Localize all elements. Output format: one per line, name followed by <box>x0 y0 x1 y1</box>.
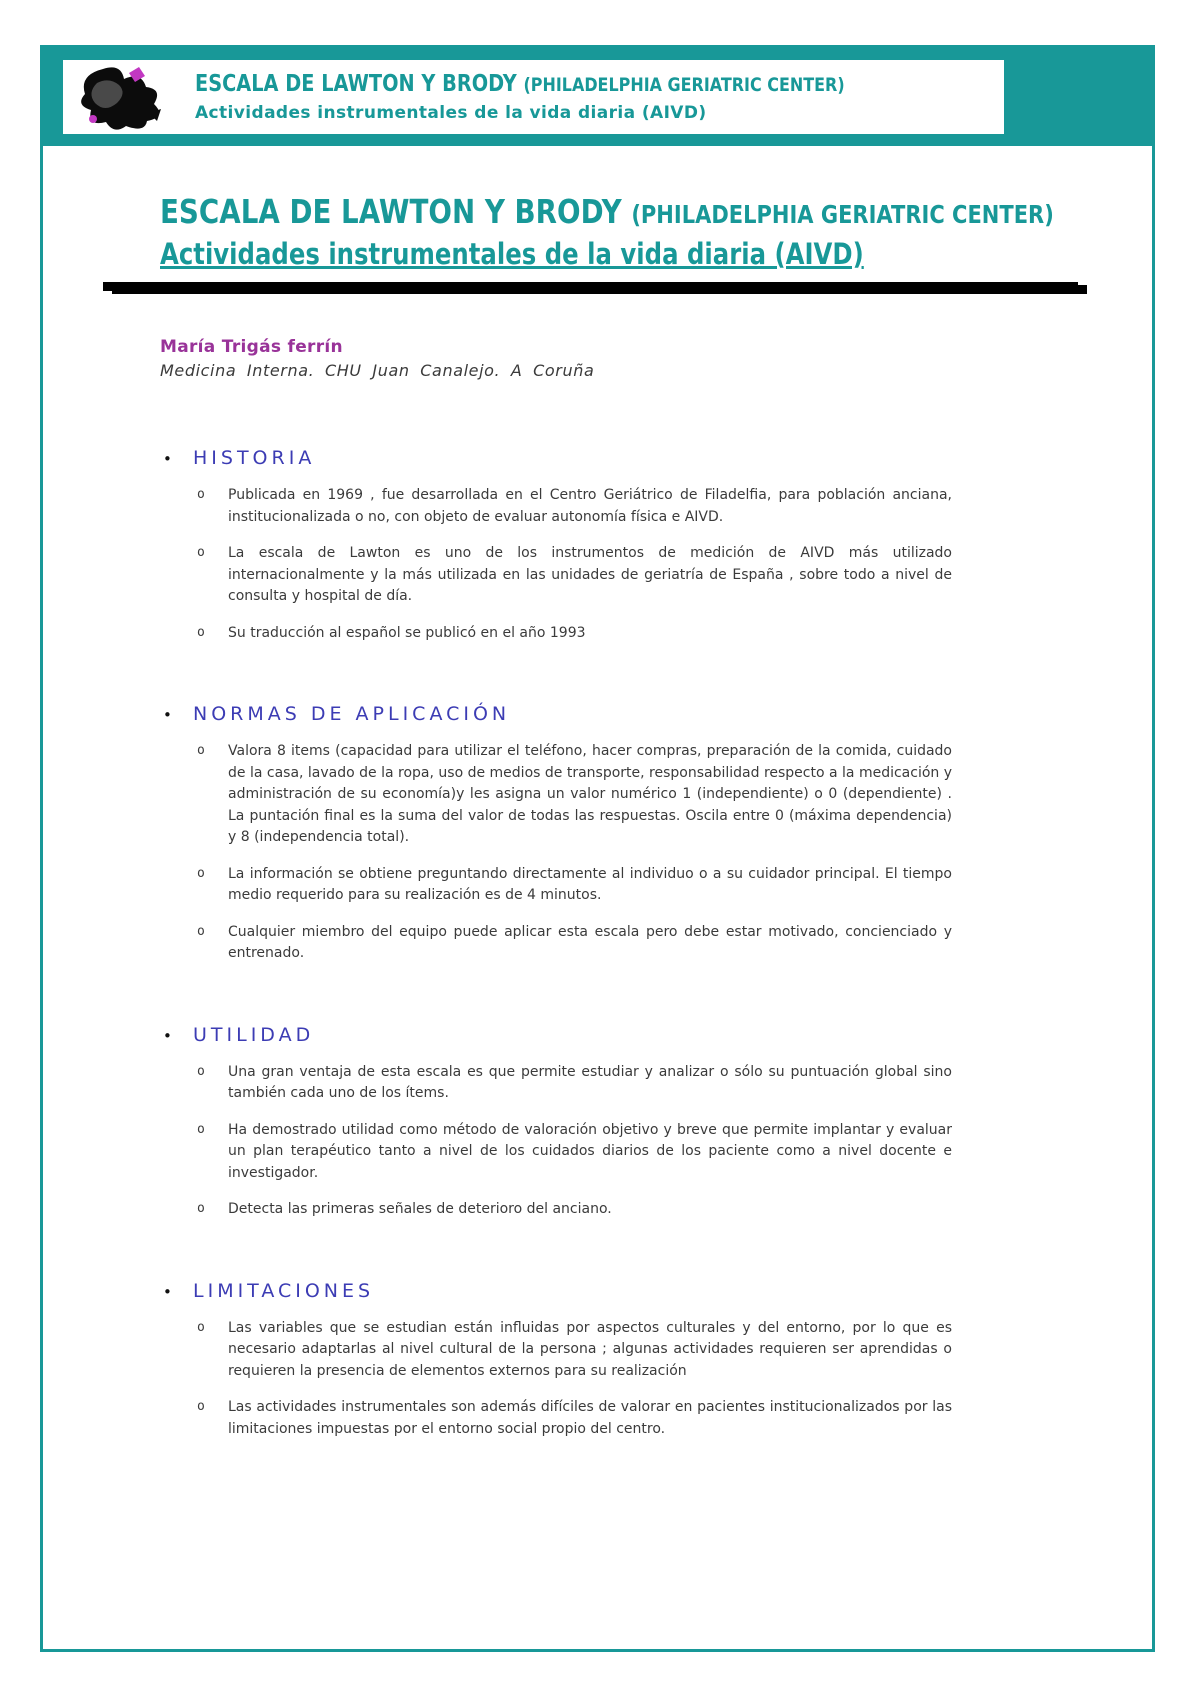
item-marker-icon: o <box>197 1201 205 1216</box>
header-box <box>63 60 1004 134</box>
item-marker-icon: o <box>197 923 205 939</box>
list-item <box>160 1120 952 1185</box>
item-text: Valora 8 items (capacidad para utilizar el teléfono, hacer compras, preparación de la comida, cuidado de la casa, lavado de la ropa, uso de medios de transporte, responsabilidad respecto a la medicación y administración de su economía)y les asigna un valor numérico 1 (independiente) o 0 (dependiente) . La puntación final es la suma del valor de todas las respuestas. Oscila entre 0 (máxima dependencia) y 8 (independencia total). <box>228 743 953 845</box>
item-marker-icon: o <box>197 1063 205 1079</box>
item-text: Ha demostrado utilidad como método de valoración objetivo y breve que permite implantar y evaluar un plan terapéutico tanto a nivel de los cuidados diarios de los paciente como a nivel docente e investigador. <box>228 1121 952 1181</box>
section-bullet-icon: • <box>163 706 172 724</box>
list-item <box>160 623 952 645</box>
list-item <box>160 922 952 965</box>
item-marker-icon: o <box>197 1121 205 1137</box>
section-bullet-icon: • <box>163 450 172 468</box>
page-border-frame <box>40 45 1155 1652</box>
section-utilidad <box>160 1023 952 1221</box>
item-marker-icon: o <box>197 624 205 640</box>
title-underline-bar <box>103 282 1078 291</box>
header-title-paren: (PHILADELPHIA GERIATRIC CENTER) <box>523 74 845 96</box>
author-block <box>160 337 952 380</box>
list-item <box>160 741 952 849</box>
section-heading <box>160 446 952 470</box>
item-marker-icon: o <box>197 743 205 758</box>
header-band <box>43 48 1152 146</box>
header-text <box>195 71 994 123</box>
item-text: La información se obtiene preguntando directamente al individuo o a su cuidador principal. El tiempo medio requerido para su realización es de 4 minutos. <box>228 865 952 903</box>
section-heading-label: HISTORIA <box>193 447 316 469</box>
section-heading-label: LIMITACIONES <box>193 1279 375 1302</box>
list-item <box>160 1397 952 1440</box>
document-content <box>43 146 1152 1440</box>
list-item <box>160 864 952 907</box>
item-marker-icon: o <box>197 1399 205 1414</box>
item-text: Una gran ventaja de esta escala es que permite estudiar y analizar o sólo su puntuación global sino también cada uno de los ítems. <box>228 1063 952 1101</box>
list-item <box>160 1062 952 1105</box>
item-text: La escala de Lawton es uno de los instrumentos de medición de AIVD más utilizado internacionalmente y la más utilizada en las unidades de geriatría de España , sobre todo a nivel de consulta y hospital de día. <box>228 545 952 604</box>
header-subtitle: Actividades instrumentales de la vida diaria (AIVD) <box>195 103 707 123</box>
section-heading-label: NORMAS DE APLICACIÓN <box>193 703 511 725</box>
section-historia <box>160 446 952 644</box>
document-subtitle: Actividades instrumentales de la vida diaria (AIVD) <box>160 237 864 271</box>
item-text: Detecta las primeras señales de deterioro del anciano. <box>228 1201 612 1217</box>
dancer-logo-icon <box>69 63 181 131</box>
item-text: Las variables que se estudian están influidas por aspectos culturales y del entorno, por lo que es necesario adaptarlas al nivel cultural de la persona ; algunas actividades requieren ser aprendidas o requieren la presencia de elementos externos para su realización <box>228 1319 952 1379</box>
section-heading-label: UTILIDAD <box>193 1023 315 1046</box>
section-limitaciones <box>160 1279 952 1441</box>
document-title-line2 <box>160 235 952 273</box>
section-heading <box>160 702 952 726</box>
document-title-line1 <box>160 192 1054 235</box>
section-heading <box>160 1023 952 1047</box>
document-title <box>160 192 1054 273</box>
section-heading <box>160 1279 952 1303</box>
item-text: Cualquier miembro del equipo puede aplicar esta escala pero debe estar motivado, concienciado y entrenado. <box>228 923 952 961</box>
item-marker-icon: o <box>197 865 205 881</box>
list-item <box>160 543 952 608</box>
author-affiliation: Medicina Interna. CHU Juan Canalejo. A Coruña <box>160 361 595 380</box>
header-title-main: ESCALA DE LAWTON Y BRODY <box>195 71 517 97</box>
section-bullet-icon: • <box>163 1026 172 1045</box>
section-normas <box>160 702 952 965</box>
item-marker-icon: o <box>197 487 205 502</box>
list-item <box>160 1318 952 1383</box>
item-text: Su traducción al español se publicó en el año 1993 <box>228 624 586 641</box>
document-title-paren: (PHILADELPHIA GERIATRIC CENTER) <box>631 200 1054 229</box>
item-text: Las actividades instrumentales son además difíciles de valorar en pacientes institucionalizados por las limitaciones impuestas por el entorno social propio del centro. <box>228 1399 952 1437</box>
section-bullet-icon: • <box>163 1282 172 1301</box>
list-item <box>160 1199 952 1221</box>
item-text: Publicada en 1969 , fue desarrollada en el Centro Geriátrico de Filadelfia, para población anciana, institucionalizada o no, con objeto de evaluar autonomía física e AIVD. <box>228 487 952 525</box>
document-title-main: ESCALA DE LAWTON Y BRODY <box>160 192 622 231</box>
item-marker-icon: o <box>197 545 205 560</box>
header-title <box>195 71 994 98</box>
author-name: María Trigás ferrín <box>160 337 343 357</box>
item-marker-icon: o <box>197 1319 205 1335</box>
list-item <box>160 485 952 528</box>
